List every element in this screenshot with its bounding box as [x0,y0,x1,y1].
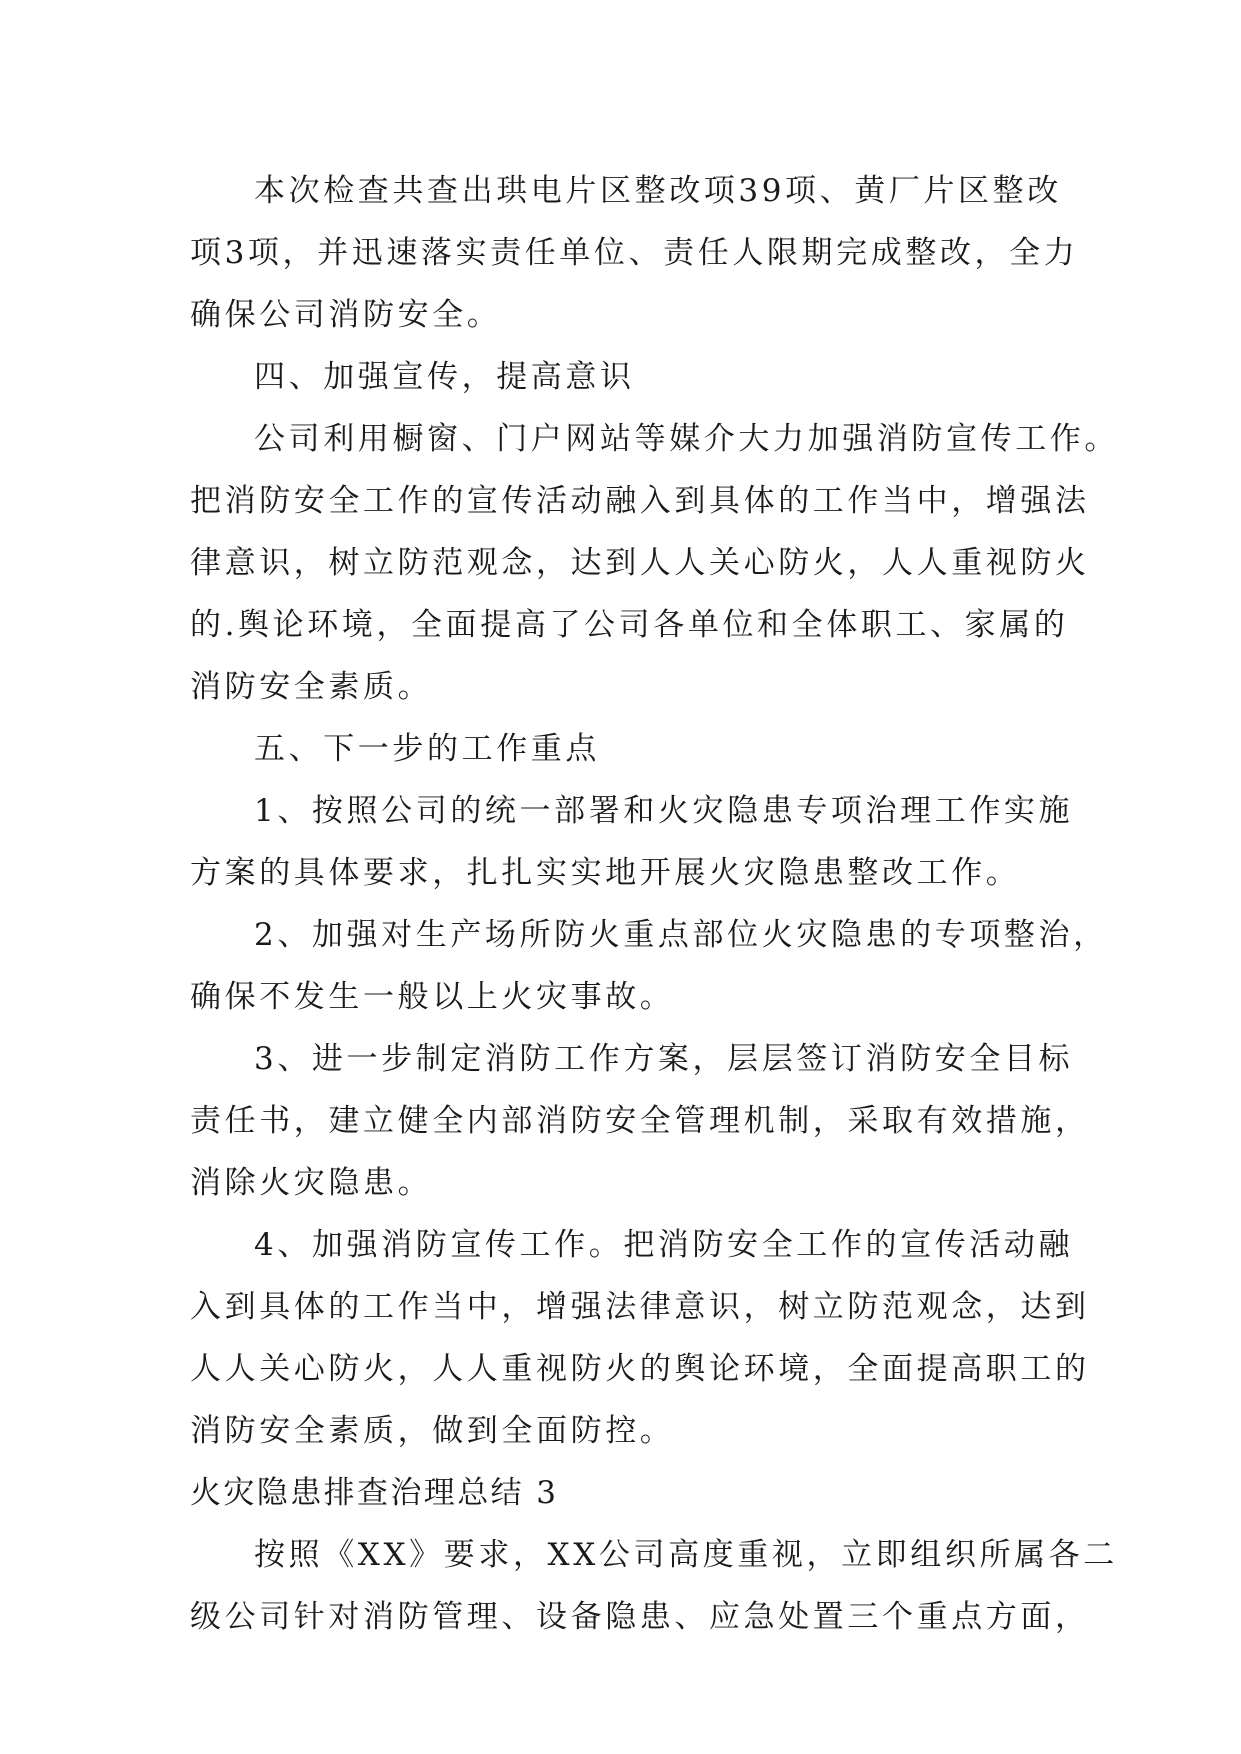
list-item-line: 消除火灾隐患。 [190,1165,433,1201]
section-heading: 五、下一步的工作重点 [254,731,600,767]
paragraph-line: 公司利用橱窗、门户网站等媒介大力加强消防宣传工作。 [254,421,1119,457]
list-item-line: 人人关心防火，人人重视防火的舆论环境，全面提高职工的 [190,1351,1090,1387]
list-item-line: 4、加强消防宣传工作。把消防安全工作的宣传活动融 [254,1227,1074,1263]
paragraph-line: 按照《XX》要求，XX公司高度重视，立即组织所属各二 [254,1537,1118,1573]
list-item-line: 消防安全素质，做到全面防控。 [190,1413,675,1449]
paragraph-line: 项3项，并迅速落实责任单位、责任人限期完成整改，全力 [190,235,1079,271]
paragraph-line: 确保公司消防安全。 [190,297,502,333]
paragraph-line: 的.舆论环境，全面提高了公司各单位和全体职工、家属的 [190,607,1069,643]
section-heading: 四、加强宣传，提高意识 [254,359,635,395]
document-page [190,160,1119,1648]
document-heading: 火灾隐患排查治理总结 3 [190,1475,559,1511]
list-item-line: 方案的具体要求，扎扎实实地开展火灾隐患整改工作。 [190,855,1021,891]
paragraph-line: 级公司针对消防管理、设备隐患、应急处置三个重点方面， [190,1599,1090,1635]
paragraph-line: 本次检查共查出珙电片区整改项39项、黄厂片区整改 [254,173,1062,209]
list-item-line: 1、按照公司的统一部署和火灾隐患专项治理工作实施 [254,793,1074,829]
list-item-line: 入到具体的工作当中，增强法律意识，树立防范观念，达到 [190,1289,1090,1325]
list-item-line: 3、进一步制定消防工作方案，层层签订消防安全目标 [254,1041,1074,1077]
paragraph-line: 消防安全素质。 [190,669,433,705]
list-item-line: 责任书，建立健全内部消防安全管理机制，采取有效措施， [190,1103,1090,1139]
paragraph-line: 律意识，树立防范观念，达到人人关心防火，人人重视防火 [190,545,1090,581]
list-item-line: 2、加强对生产场所防火重点部位火灾隐患的专项整治， [254,917,1108,953]
paragraph-line: 把消防安全工作的宣传活动融入到具体的工作当中，增强法 [190,483,1090,519]
list-item-line: 确保不发生一般以上火灾事故。 [190,979,675,1015]
